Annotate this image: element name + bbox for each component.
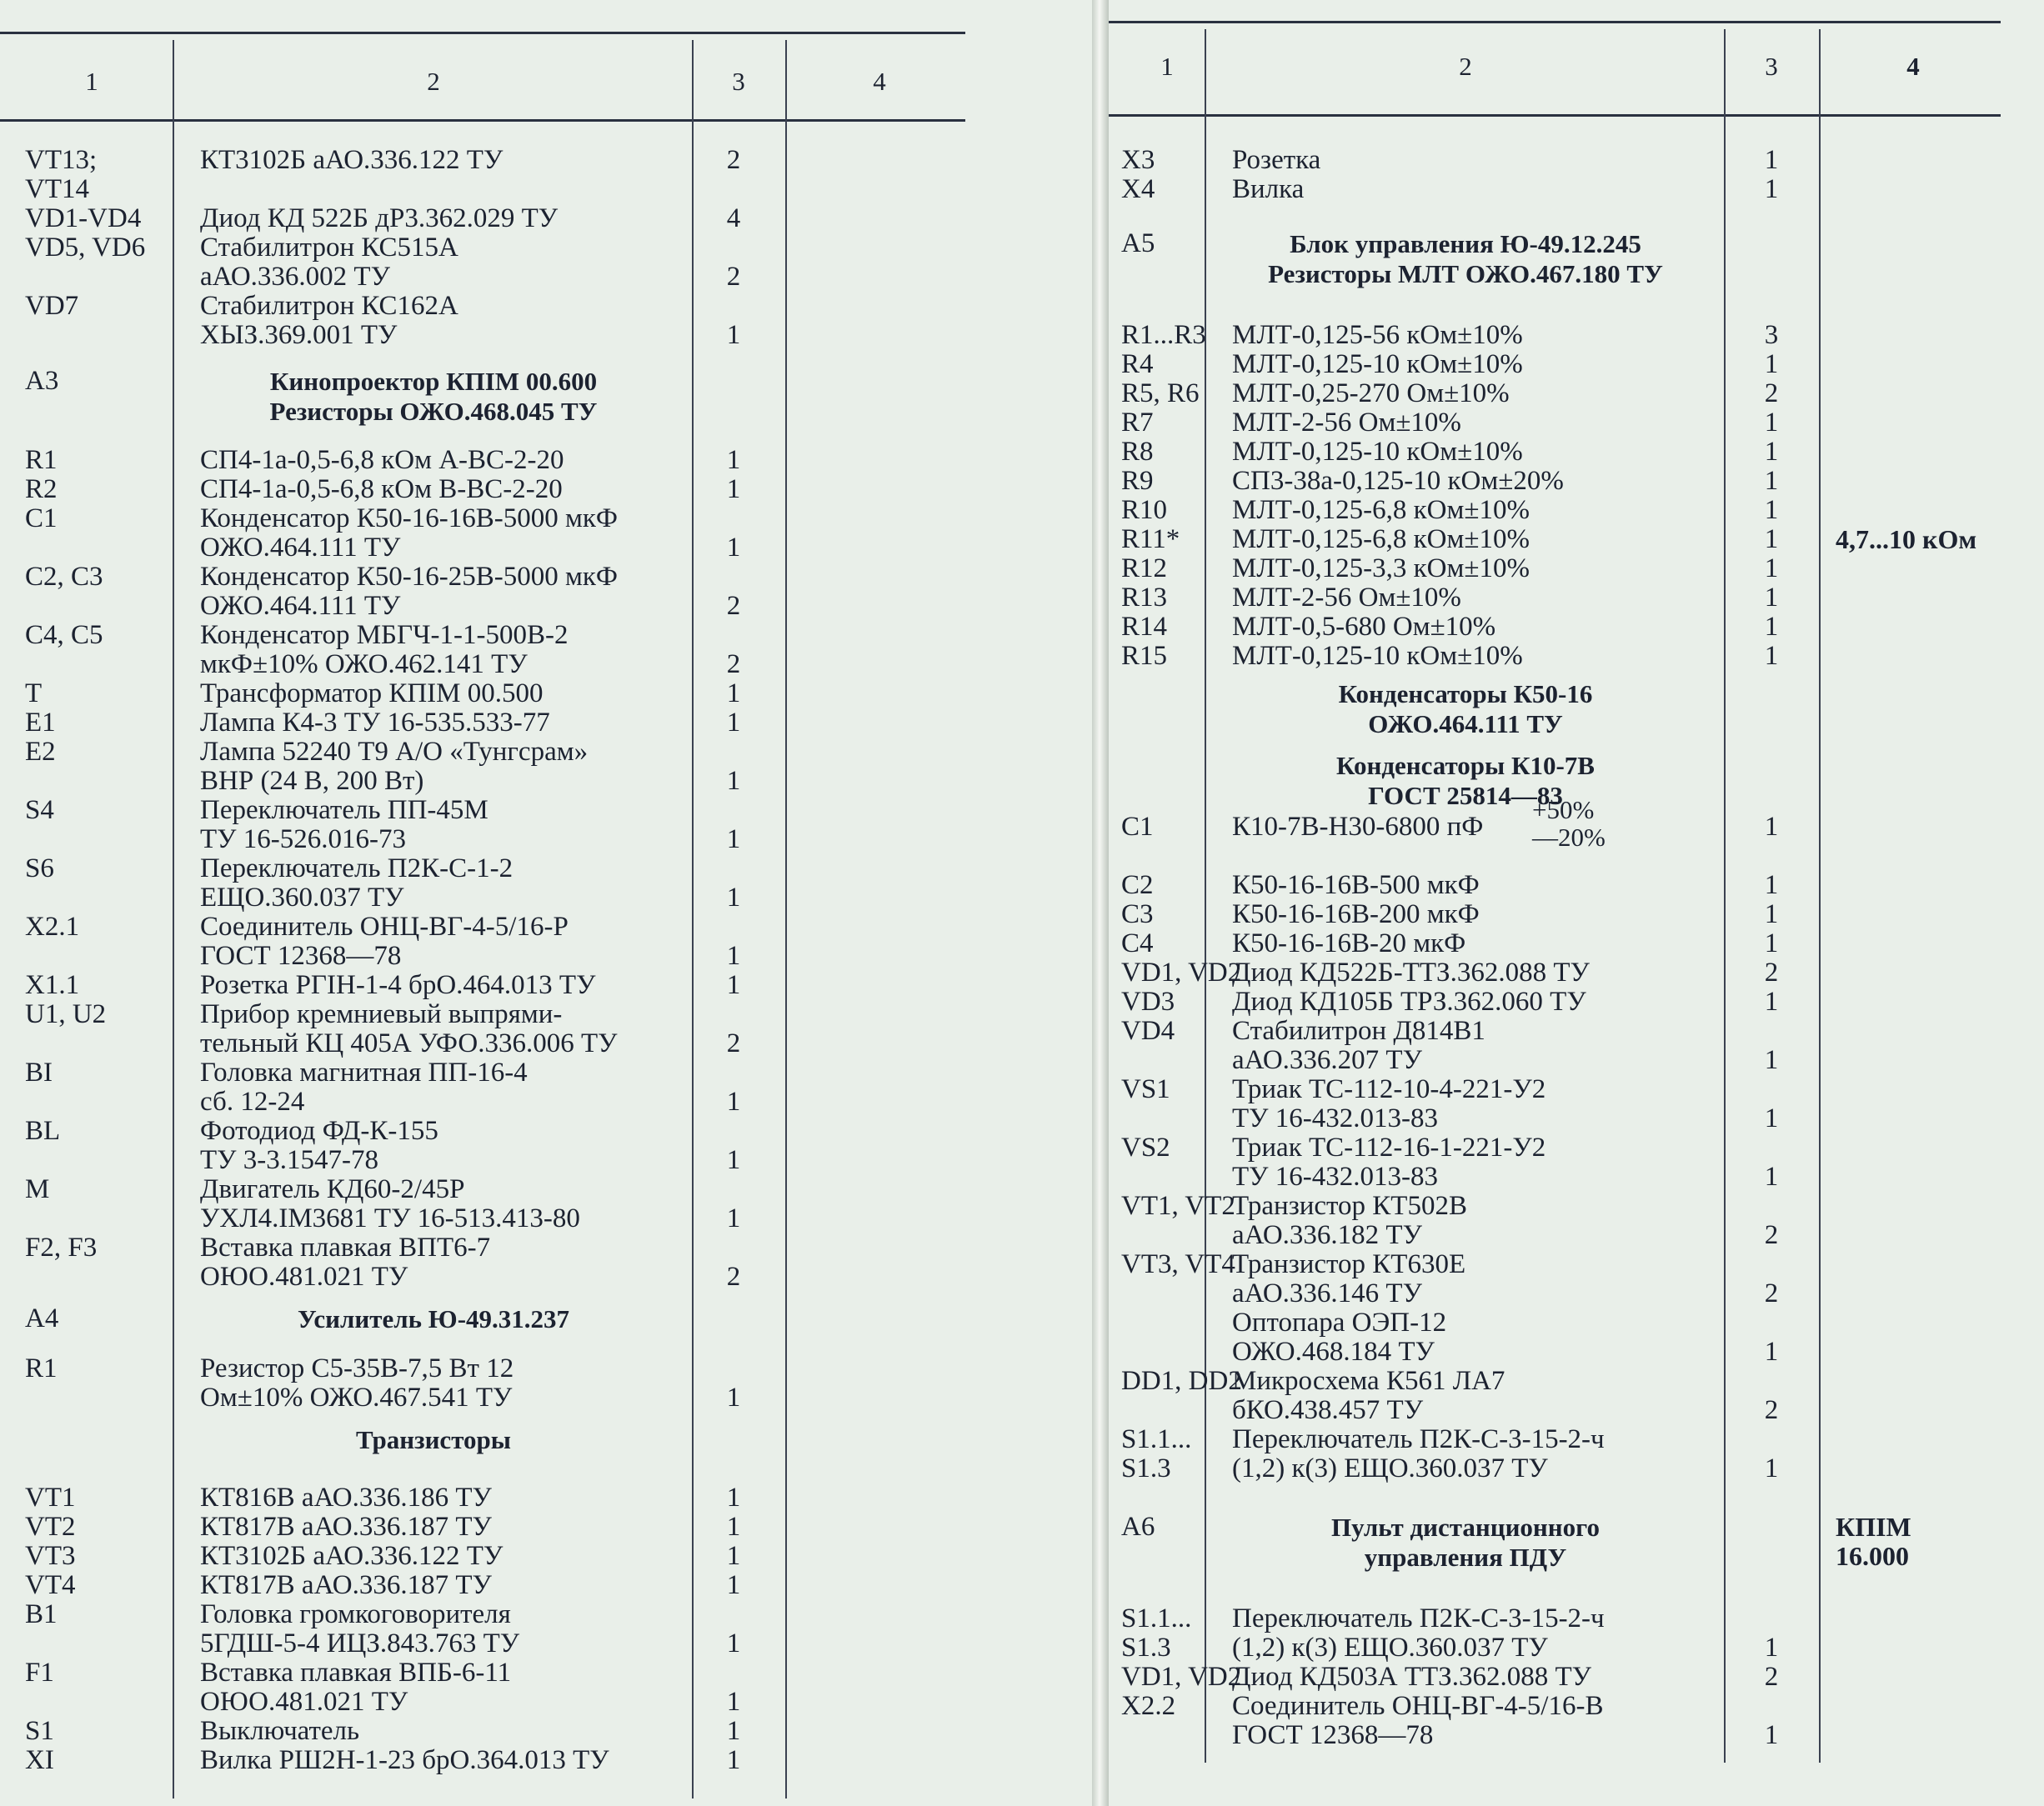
part-description: Выключатель bbox=[200, 1716, 360, 1746]
quantity: 1 bbox=[1764, 1103, 1779, 1133]
quantity: 2 bbox=[726, 145, 741, 175]
part-description: Прибор кремниевый выпрями- тельный КЦ 405А УФО.336.006 ТУ bbox=[200, 999, 618, 1058]
section-heading: Транзисторы bbox=[356, 1425, 511, 1454]
quantity: 1 bbox=[1764, 812, 1779, 842]
quantity: 1 bbox=[726, 1628, 741, 1658]
quantity: 1 bbox=[1764, 987, 1779, 1017]
reference-designator: C1 bbox=[25, 503, 58, 533]
part-description: Лампа 52240 Т9 А/О «Тунгсрам» ВНР (24 В, 200 Вт) bbox=[200, 737, 589, 796]
reference-designator: S1 bbox=[25, 1716, 54, 1746]
quantity: 1 bbox=[726, 445, 741, 475]
quantity: 1 bbox=[1764, 1720, 1779, 1750]
part-description: СП4-1а-0,5-6,8 кОм А-ВС-2-20 bbox=[200, 445, 564, 475]
part-description: МЛТ-0,25-270 Ом±10% bbox=[1232, 378, 1510, 408]
part-description: Вставка плавкая ВПБ-6-11 ОЮО.481.021 ТУ bbox=[200, 1658, 512, 1717]
quantity: 2 bbox=[1764, 1220, 1779, 1250]
reference-designator: R10 bbox=[1121, 495, 1168, 525]
reference-designator: VT3 bbox=[25, 1541, 76, 1571]
reference-designator: VT1, VT2 bbox=[1121, 1191, 1235, 1221]
reference-designator: R12 bbox=[1121, 553, 1168, 583]
part-description: К50-16-16В-20 мкФ bbox=[1232, 928, 1466, 958]
part-description: МЛТ-0,125-6,8 кОм±10% bbox=[1232, 495, 1530, 525]
reference-designator: C4, C5 bbox=[25, 620, 103, 650]
column-divider bbox=[692, 40, 694, 1798]
part-description: Соединитель ОНЦ-ВГ-4-5/16-В ГОСТ 12368—78 bbox=[1232, 1691, 1604, 1750]
part-description: Головка громкоговорителя 5ГДШ-5-4 ИЦЗ.843.763 ТУ bbox=[200, 1599, 520, 1658]
reference-designator: VS2 bbox=[1121, 1133, 1170, 1163]
part-description: Соединитель ОНЦ-ВГ-4-5/16-Р ГОСТ 12368—78 bbox=[200, 912, 569, 971]
section-heading: Пульт дистанционного управления ПДУ bbox=[1331, 1513, 1600, 1572]
quantity: 1 bbox=[726, 766, 741, 796]
page-fold bbox=[1092, 0, 1109, 1806]
reference-designator: R4 bbox=[1121, 349, 1154, 379]
reference-designator: XI bbox=[25, 1745, 54, 1775]
quantity: 1 bbox=[726, 941, 741, 971]
reference-designator: R13 bbox=[1121, 583, 1168, 613]
part-description: Триак ТС-112-16-1-221-У2 ТУ 16-432.013-83 bbox=[1232, 1133, 1546, 1192]
part-description: Стабилитрон КС515А аАО.336.002 ТУ bbox=[200, 233, 458, 292]
part-description: Транзистор КТ630Е аАО.336.146 ТУ bbox=[1232, 1249, 1466, 1308]
part-description: Вилка РШ2Н-1-23 брО.364.013 ТУ bbox=[200, 1745, 609, 1775]
reference-designator: VD1, VD2 bbox=[1121, 958, 1242, 988]
reference-designator: VS1 bbox=[1121, 1074, 1170, 1104]
reference-designator: S1.1... S1.3 bbox=[1121, 1424, 1192, 1483]
reference-designator: R5, R6 bbox=[1121, 378, 1200, 408]
reference-designator: B1 bbox=[25, 1599, 58, 1629]
part-description: Конденсатор МБГЧ-1-1-500В-2 мкФ±10% ОЖО.462.141 ТУ bbox=[200, 620, 569, 679]
part-description: Вставка плавкая ВПТ6-7 ОЮО.481.021 ТУ bbox=[200, 1233, 491, 1292]
reference-designator: X4 bbox=[1121, 174, 1155, 204]
quantity: 1 bbox=[726, 1145, 741, 1175]
part-description: К10-7В-Н30-6800 пФ +50% —20% bbox=[1232, 795, 1606, 852]
part-description: Двигатель КД60-2/45Р УХЛ4.IМ3681 ТУ 16-513.413-80 bbox=[200, 1174, 580, 1233]
reference-designator: X1.1 bbox=[25, 970, 80, 1000]
reference-designator: BL bbox=[25, 1116, 61, 1146]
reference-designator: R11* bbox=[1121, 524, 1180, 554]
note: 4,7...10 кОм bbox=[1836, 524, 1977, 554]
column-header: 3 bbox=[1765, 52, 1778, 81]
section-heading: Усилитель Ю-49.31.237 bbox=[297, 1304, 570, 1333]
reference-designator: VD3 bbox=[1121, 987, 1175, 1017]
column-divider bbox=[785, 40, 787, 1798]
reference-designator: S6 bbox=[25, 853, 54, 883]
part-description: Конденсатор К50-16-25В-5000 мкФ ОЖО.464.111 ТУ bbox=[200, 562, 618, 621]
quantity: 1 bbox=[1764, 408, 1779, 438]
reference-designator: VT2 bbox=[25, 1512, 76, 1542]
reference-designator: VD1-VD4 bbox=[25, 203, 142, 233]
reference-designator: VT3, VT4 bbox=[1121, 1249, 1235, 1279]
reference-designator: C2, C3 bbox=[25, 562, 103, 592]
quantity: 1 bbox=[1764, 466, 1779, 496]
top-rule bbox=[0, 32, 965, 34]
reference-designator: R15 bbox=[1121, 641, 1168, 671]
right-page bbox=[1109, 0, 2044, 1806]
quantity: 2 bbox=[726, 591, 741, 621]
quantity: 1 bbox=[1764, 870, 1779, 900]
reference-designator: R9 bbox=[1121, 466, 1154, 496]
quantity: 2 bbox=[726, 262, 741, 292]
part-description: МЛТ-0,125-6,8 кОм±10% bbox=[1232, 524, 1530, 554]
quantity: 2 bbox=[1764, 378, 1779, 408]
column-header: 3 bbox=[732, 67, 745, 96]
column-header: 1 bbox=[1160, 52, 1174, 81]
reference-designator: E2 bbox=[25, 737, 56, 767]
part-description: Диод КД105Б ТРЗ.362.060 ТУ bbox=[1232, 987, 1586, 1017]
reference-designator: U1, U2 bbox=[25, 999, 107, 1029]
reference-designator: А6 bbox=[1121, 1512, 1155, 1542]
quantity: 1 bbox=[726, 1087, 741, 1117]
reference-designator: S4 bbox=[25, 795, 54, 825]
quantity: 2 bbox=[726, 1028, 741, 1058]
part-description: К50-16-16В-200 мкФ bbox=[1232, 899, 1480, 929]
section-heading: Блок управления Ю-49.12.245 Резисторы МЛТ ОЖО.467.180 ТУ bbox=[1268, 229, 1663, 288]
reference-designator: R8 bbox=[1121, 437, 1154, 467]
tolerance: +50% —20% bbox=[1532, 795, 1606, 852]
quantity: 2 bbox=[1764, 1662, 1779, 1692]
quantity: 1 bbox=[1764, 1633, 1779, 1663]
part-description: Переключатель ПП-45М ТУ 16-526.016-73 bbox=[200, 795, 488, 854]
column-divider bbox=[173, 40, 174, 1798]
part-description: Лампа К4-3 ТУ 16-535.533-77 bbox=[200, 708, 550, 738]
part-description: Резистор С5-35В-7,5 Вт 12 Ом±10% ОЖО.467.541 ТУ bbox=[200, 1353, 514, 1413]
quantity: 1 bbox=[726, 1745, 741, 1775]
quantity: 1 bbox=[726, 1716, 741, 1746]
reference-designator: F1 bbox=[25, 1658, 54, 1688]
quantity: 1 bbox=[726, 1512, 741, 1542]
quantity: 1 bbox=[726, 1203, 741, 1233]
part-description: МЛТ-0,125-56 кОм±10% bbox=[1232, 320, 1523, 350]
part-description: Розетка bbox=[1232, 145, 1321, 175]
top-rule bbox=[1109, 21, 2001, 23]
reference-designator: X2.2 bbox=[1121, 1691, 1176, 1721]
part-description: СП3-38а-0,125-10 кОм±20% bbox=[1232, 466, 1564, 496]
quantity: 4 bbox=[726, 203, 741, 233]
part-description: МЛТ-0,125-3,3 кОм±10% bbox=[1232, 553, 1530, 583]
reference-designator: X2.1 bbox=[25, 912, 80, 942]
quantity: 1 bbox=[1764, 349, 1779, 379]
quantity: 1 bbox=[726, 824, 741, 854]
quantity: 1 bbox=[726, 1383, 741, 1413]
quantity: 1 bbox=[726, 970, 741, 1000]
part-description: КТ3102Б аАО.336.122 ТУ bbox=[200, 145, 503, 175]
quantity: 1 bbox=[726, 1483, 741, 1513]
part-description: Фотодиод ФД-К-155 ТУ 3-3.1547-78 bbox=[200, 1116, 438, 1175]
quantity: 1 bbox=[726, 678, 741, 708]
quantity: 1 bbox=[726, 883, 741, 913]
reference-designator: VD7 bbox=[25, 291, 79, 321]
part-description: МЛТ-2-56 Ом±10% bbox=[1232, 408, 1461, 438]
quantity: 1 bbox=[1764, 928, 1779, 958]
part-description: Головка магнитная ПП-16-4 сб. 12-24 bbox=[200, 1058, 528, 1117]
section-heading: Кинопроектор КПІМ 00.600 Резисторы ОЖО.468.045 ТУ bbox=[269, 367, 598, 426]
part-description: КТ817В аАО.336.187 ТУ bbox=[200, 1512, 492, 1542]
part-description: МЛТ-0,125-10 кОм±10% bbox=[1232, 641, 1523, 671]
reference-designator: C3 bbox=[1121, 899, 1154, 929]
reference-designator: R7 bbox=[1121, 408, 1154, 438]
header-rule bbox=[0, 119, 965, 122]
quantity: 1 bbox=[1764, 1337, 1779, 1367]
reference-designator: C4 bbox=[1121, 928, 1154, 958]
part-description: Вилка bbox=[1232, 174, 1305, 204]
column-header: 1 bbox=[85, 67, 98, 96]
column-header: 4 bbox=[873, 67, 886, 96]
quantity: 1 bbox=[726, 1541, 741, 1571]
reference-designator: R14 bbox=[1121, 612, 1168, 642]
part-description: К50-16-16В-500 мкФ bbox=[1232, 870, 1480, 900]
part-description: МЛТ-0,5-680 Ом±10% bbox=[1232, 612, 1496, 642]
quantity: 1 bbox=[1764, 174, 1779, 204]
column-divider bbox=[1724, 29, 1726, 1763]
reference-designator: X3 bbox=[1121, 145, 1155, 175]
quantity: 3 bbox=[1764, 320, 1779, 350]
note: КПІМ 16.000 bbox=[1836, 1512, 1911, 1571]
quantity: 1 bbox=[1764, 1162, 1779, 1192]
part-description: КТ817В аАО.336.187 ТУ bbox=[200, 1570, 492, 1600]
part-description: Переключатель П2К-С-3-15-2-ч (1,2) к(3) ЕЩО.360.037 ТУ bbox=[1232, 1603, 1605, 1663]
part-description: Стабилитрон КС162А ХЫЗ.369.001 ТУ bbox=[200, 291, 458, 350]
part-description: Микросхема К561 ЛА7 бКО.438.457 ТУ bbox=[1232, 1366, 1505, 1425]
part-description: СП4-1а-0,5-6,8 кОм В-ВС-2-20 bbox=[200, 474, 563, 504]
reference-designator: VT1 bbox=[25, 1483, 76, 1513]
quantity: 2 bbox=[726, 649, 741, 679]
part-description: Розетка РГІН-1-4 брО.464.013 ТУ bbox=[200, 970, 596, 1000]
reference-designator: VD1, VD2 bbox=[1121, 1662, 1242, 1692]
part-description: Стабилитрон Д814В1 аАО.336.207 ТУ bbox=[1232, 1016, 1485, 1075]
part-description: Диод КД503А ТТЗ.362.088 ТУ bbox=[1232, 1662, 1591, 1692]
part-description: Триак ТС-112-10-4-221-У2 ТУ 16-432.013-83 bbox=[1232, 1074, 1546, 1133]
part-description: Оптопара ОЭП-12 ОЖО.468.184 ТУ bbox=[1232, 1308, 1447, 1367]
column-divider bbox=[1205, 29, 1206, 1763]
part-description: МЛТ-0,125-10 кОм±10% bbox=[1232, 437, 1523, 467]
reference-designator: C2 bbox=[1121, 870, 1154, 900]
column-header: 2 bbox=[1459, 52, 1472, 81]
quantity: 1 bbox=[1764, 1045, 1779, 1075]
part-description: МЛТ-0,125-10 кОм±10% bbox=[1232, 349, 1523, 379]
quantity: 1 bbox=[1764, 495, 1779, 525]
reference-designator: S1.1... S1.3 bbox=[1121, 1603, 1192, 1663]
part-description: Диод КД522Б-ТТЗ.362.088 ТУ bbox=[1232, 958, 1590, 988]
quantity: 1 bbox=[1764, 641, 1779, 671]
part-description: Конденсатор К50-16-16В-5000 мкФ ОЖО.464.111 ТУ bbox=[200, 503, 618, 563]
section-heading: Конденсаторы К50-16 ОЖО.464.111 ТУ Конденсаторы К10-7В ГОСТ 25814—83 bbox=[1336, 679, 1595, 810]
quantity: 1 bbox=[726, 533, 741, 563]
quantity: 1 bbox=[726, 474, 741, 504]
quantity: 1 bbox=[1764, 145, 1779, 175]
quantity: 1 bbox=[726, 708, 741, 738]
reference-designator: А4 bbox=[25, 1303, 59, 1333]
reference-designator: M bbox=[25, 1174, 50, 1204]
part-description: Транзистор КТ502В аАО.336.182 ТУ bbox=[1232, 1191, 1467, 1250]
quantity: 1 bbox=[726, 1687, 741, 1717]
quantity: 2 bbox=[1764, 958, 1779, 988]
quantity: 1 bbox=[726, 320, 741, 350]
column-divider bbox=[1819, 29, 1821, 1763]
reference-designator: VT13; VT14 bbox=[25, 145, 98, 204]
reference-designator: T bbox=[25, 678, 43, 708]
reference-designator: R1...R3 bbox=[1121, 320, 1206, 350]
reference-designator: VD5, VD6 bbox=[25, 233, 146, 263]
quantity: 1 bbox=[1764, 437, 1779, 467]
quantity: 2 bbox=[1764, 1278, 1779, 1308]
part-description: Трансформатор КПІМ 00.500 bbox=[200, 678, 544, 708]
column-header: 4 bbox=[1906, 52, 1920, 81]
reference-designator: BI bbox=[25, 1058, 53, 1088]
column-header: 2 bbox=[427, 67, 440, 96]
reference-designator: VT4 bbox=[25, 1570, 76, 1600]
reference-designator: R1 bbox=[25, 445, 58, 475]
reference-designator: C1 bbox=[1121, 812, 1154, 842]
part-description: Переключатель П2К-С-1-2 ЕЩО.360.037 ТУ bbox=[200, 853, 514, 913]
reference-designator: DD1, DD2 bbox=[1121, 1366, 1242, 1396]
reference-designator: F2, F3 bbox=[25, 1233, 98, 1263]
part-description: КТ816В аАО.336.186 ТУ bbox=[200, 1483, 492, 1513]
reference-designator: R2 bbox=[25, 474, 58, 504]
quantity: 1 bbox=[1764, 899, 1779, 929]
reference-designator: А5 bbox=[1121, 228, 1155, 258]
part-description: Переключатель П2К-С-3-15-2-ч (1,2) к(3) ЕЩО.360.037 ТУ bbox=[1232, 1424, 1605, 1483]
quantity: 1 bbox=[1764, 553, 1779, 583]
quantity: 1 bbox=[726, 1570, 741, 1600]
part-description: КТ3102Б аАО.336.122 ТУ bbox=[200, 1541, 503, 1571]
header-rule bbox=[1109, 114, 2001, 117]
quantity: 1 bbox=[1764, 1453, 1779, 1483]
part-description: МЛТ-2-56 Ом±10% bbox=[1232, 583, 1461, 613]
part-description: Диод КД 522Б дР3.362.029 ТУ bbox=[200, 203, 559, 233]
quantity: 1 bbox=[1764, 612, 1779, 642]
quantity: 2 bbox=[1764, 1395, 1779, 1425]
reference-designator: E1 bbox=[25, 708, 56, 738]
quantity: 1 bbox=[1764, 524, 1779, 554]
reference-designator: А3 bbox=[25, 366, 59, 396]
quantity: 2 bbox=[726, 1262, 741, 1292]
reference-designator: VD4 bbox=[1121, 1016, 1175, 1046]
reference-designator: R1 bbox=[25, 1353, 58, 1383]
quantity: 1 bbox=[1764, 583, 1779, 613]
